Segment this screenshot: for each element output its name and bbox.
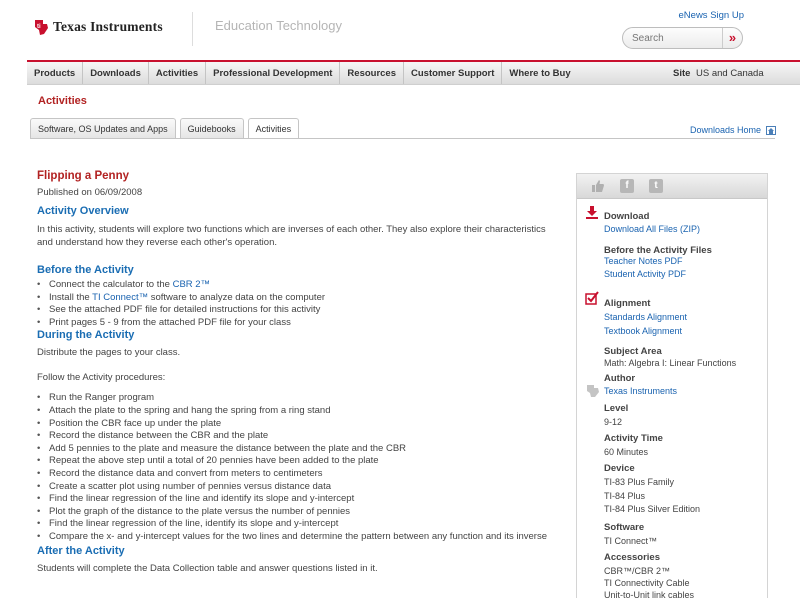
activity-time-value: 60 Minutes bbox=[604, 447, 649, 457]
software-value: TI Connect™ bbox=[604, 536, 658, 546]
list-item: • Attach the plate to the spring and hang the spring from a ring stand bbox=[37, 405, 562, 418]
list-item: • Position the CBR face up under the plate bbox=[37, 418, 562, 431]
standards-alignment-link[interactable]: Standards Alignment bbox=[604, 312, 688, 322]
activity-title: Flipping a Penny bbox=[37, 170, 130, 182]
device-item: TI-84 Plus bbox=[604, 491, 646, 501]
student-activity-link[interactable]: Student Activity PDF bbox=[604, 269, 687, 279]
accessory-item: CBR™/CBR 2™ bbox=[604, 566, 671, 576]
list-item: • Find the linear regression of the line and identify its slope and y-intercept bbox=[37, 493, 562, 506]
device-item: TI-83 Plus Family bbox=[604, 477, 675, 487]
list-item-text: Connect the calculator to the bbox=[49, 279, 173, 290]
ti-author-icon bbox=[585, 383, 600, 398]
before-heading: Before the Activity bbox=[37, 264, 134, 276]
level-label: Level bbox=[604, 403, 629, 414]
ti-logo[interactable] bbox=[33, 18, 163, 36]
list-item: • See the attached PDF file for detailed instructions for this activity bbox=[37, 304, 562, 317]
site-selector[interactable]: US and Canada bbox=[696, 68, 764, 79]
list-item: • Plot the graph of the distance to the plate versus the number of pennies bbox=[37, 506, 562, 519]
activity-sidebar bbox=[576, 173, 768, 598]
ti-connect-link[interactable]: TI Connect™ bbox=[92, 291, 149, 303]
overview-heading: Activity Overview bbox=[37, 205, 129, 217]
nav-item-products[interactable]: Products bbox=[27, 62, 83, 84]
list-item: • Record the distance data and convert from meters to centimeters bbox=[37, 468, 562, 481]
list-item: • Find the linear regression of the line, identify its slope and y-intercept bbox=[37, 518, 562, 531]
textbook-alignment-link[interactable]: Textbook Alignment bbox=[604, 326, 683, 336]
list-item-text: Compare the x- and y-intercept values for the two lines and determine the pattern between any function and its inverse bbox=[49, 530, 547, 542]
list-item bbox=[37, 292, 562, 305]
nav-item-downloads[interactable]: Downloads bbox=[83, 62, 149, 84]
header-divider bbox=[192, 12, 193, 46]
download-all-files-link[interactable]: Download All Files (ZIP) bbox=[604, 224, 701, 234]
enews-signup-link[interactable]: eNews Sign Up bbox=[678, 10, 744, 21]
during-list bbox=[37, 392, 562, 543]
list-item: • Run the Ranger program bbox=[37, 392, 562, 405]
site-header bbox=[0, 0, 800, 58]
list-item: • Create a scatter plot using number of pennies versus distance data bbox=[37, 481, 562, 494]
list-item: • Repeat the above step until a total of 20 pennies have been added to the plate bbox=[37, 455, 562, 468]
list-item: • Record the distance between the CBR and the plate bbox=[37, 430, 562, 443]
download-label: Download bbox=[604, 211, 650, 222]
section-name: Education Technology bbox=[215, 18, 342, 33]
before-files-label: Before the Activity Files bbox=[604, 245, 712, 256]
nav-item-resources[interactable]: Resources bbox=[340, 62, 404, 84]
tab-divider bbox=[30, 138, 775, 139]
search-box bbox=[622, 27, 743, 49]
nav-item-professional-development[interactable]: Professional Development bbox=[206, 62, 340, 84]
subject-area-label: Subject Area bbox=[604, 346, 662, 357]
tab-software-os-updates[interactable]: Software, OS Updates and Apps bbox=[30, 118, 176, 138]
device-item: TI-84 Plus Silver Edition bbox=[604, 504, 701, 514]
list-item bbox=[37, 531, 562, 544]
list-item-text: software to analyze data on the computer bbox=[148, 291, 326, 303]
home-icon bbox=[766, 126, 776, 135]
nav-item-activities[interactable]: Activities bbox=[149, 62, 206, 84]
accessories-label: Accessories bbox=[604, 552, 660, 563]
download-icon bbox=[585, 205, 599, 219]
nav-item-where-to-buy[interactable]: Where to Buy bbox=[509, 67, 571, 79]
downloads-home-link[interactable] bbox=[690, 125, 776, 135]
overview-text: In this activity, students will explore two functions which are inverses of each other. They also explore their characteristics and understand how they reverse each other's operation. bbox=[37, 224, 546, 248]
tab-bar bbox=[30, 118, 303, 139]
author-link[interactable]: Texas Instruments bbox=[604, 386, 678, 396]
downloads-home-label: Downloads Home bbox=[690, 125, 762, 135]
svg-text:ti: ti bbox=[37, 24, 41, 30]
checkbox-check-icon bbox=[585, 291, 599, 305]
tab-guidebooks[interactable]: Guidebooks bbox=[180, 118, 244, 138]
site-label: Site bbox=[673, 68, 691, 79]
after-heading: After the Activity bbox=[37, 544, 125, 557]
list-item: • Print pages 5 - 9 from the attached PDF file for your class bbox=[37, 317, 562, 330]
teacher-notes-link[interactable]: Teacher Notes PDF bbox=[604, 256, 683, 266]
during-procedures-label: Follow the Activity procedures: bbox=[37, 372, 166, 384]
activity-time-label: Activity Time bbox=[604, 433, 663, 444]
subject-area-value: Math: Algebra I: Linear Functions bbox=[604, 358, 737, 368]
facebook-icon[interactable]: f bbox=[620, 179, 634, 193]
activity-content bbox=[37, 170, 562, 575]
accessory-item: Unit-to-Unit link cables bbox=[604, 590, 695, 598]
share-bar bbox=[577, 174, 767, 199]
software-label: Software bbox=[604, 522, 645, 533]
search-input[interactable] bbox=[623, 28, 723, 48]
ti-texas-logo-icon bbox=[33, 18, 49, 36]
list-item bbox=[37, 279, 562, 292]
accessory-item: TI Connectivity Cable bbox=[604, 578, 690, 588]
author-label: Author bbox=[604, 373, 636, 384]
list-item: • Add 5 pennies to the plate and measure the distance between the plate and the CBR bbox=[37, 443, 562, 456]
twitter-icon[interactable]: t bbox=[649, 179, 663, 193]
list-item-text: Install the bbox=[49, 291, 93, 303]
search-button[interactable]: » bbox=[722, 28, 742, 48]
brand-name: Texas Instruments bbox=[53, 19, 163, 34]
during-heading: During the Activity bbox=[37, 329, 135, 342]
nav-item-customer-support[interactable]: Customer Support bbox=[404, 62, 502, 84]
level-value: 9-12 bbox=[604, 417, 623, 427]
like-icon[interactable] bbox=[591, 179, 605, 193]
cbr2-link[interactable]: CBR 2™ bbox=[172, 279, 211, 290]
device-label: Device bbox=[604, 463, 635, 474]
after-text: Students will complete the Data Collection table and answer questions listed in it. bbox=[37, 562, 378, 574]
alignment-label: Alignment bbox=[604, 298, 651, 309]
published-date: Published on 06/09/2008 bbox=[37, 187, 143, 198]
tab-activities[interactable]: Activities bbox=[248, 118, 300, 139]
during-intro: Distribute the pages to your class. bbox=[37, 347, 181, 359]
main-nav bbox=[27, 60, 800, 85]
page-title: Activities bbox=[38, 95, 87, 107]
before-list bbox=[37, 279, 562, 329]
